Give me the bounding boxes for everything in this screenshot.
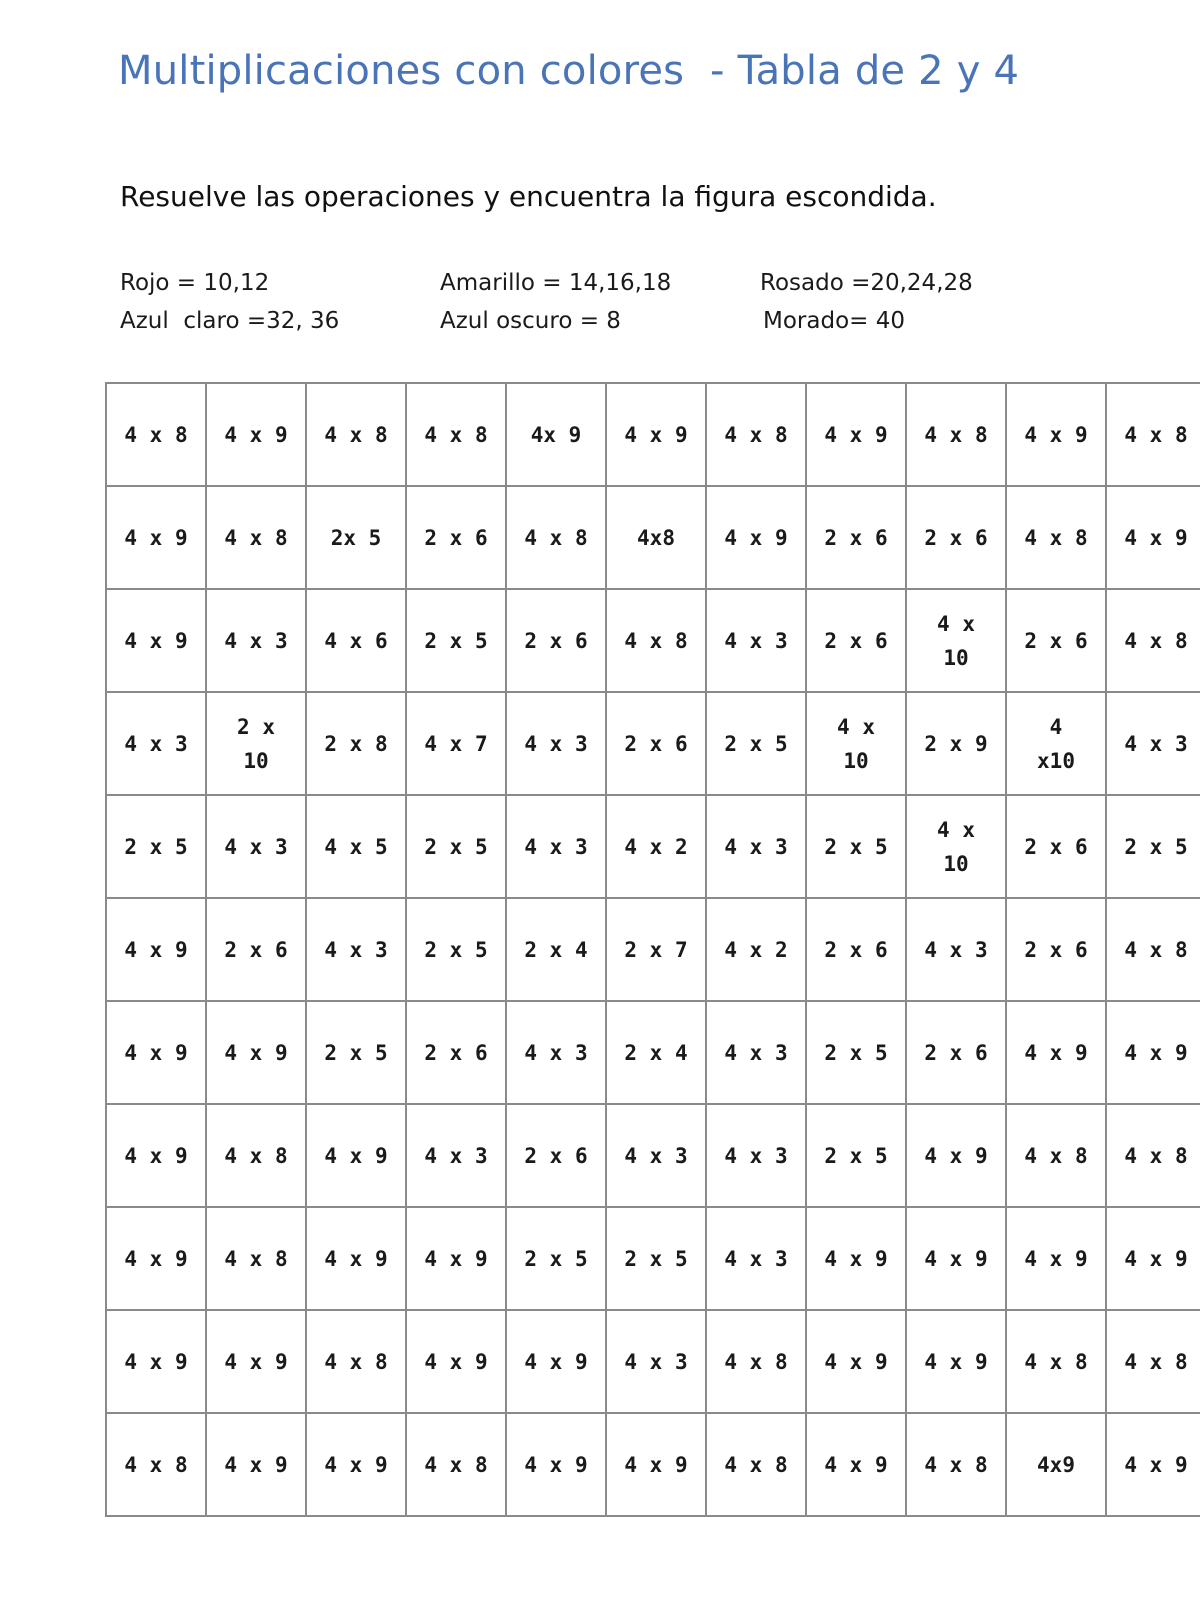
- grid-cell[interactable]: 4 x 3: [306, 898, 406, 1001]
- grid-cell[interactable]: 4 x 9: [306, 1207, 406, 1310]
- grid-cell[interactable]: 4 x 9: [206, 383, 306, 486]
- grid-row: [106, 795, 1200, 898]
- grid-cell[interactable]: 4 x 9: [206, 1413, 306, 1516]
- grid-cell[interactable]: 4 x 2: [706, 898, 806, 1001]
- grid-cell[interactable]: 4x8: [606, 486, 706, 589]
- grid-cell[interactable]: 2 x 6: [406, 1001, 506, 1104]
- grid-cell[interactable]: 4 x 10: [906, 589, 1006, 692]
- grid-cell[interactable]: 4 x 8: [1006, 486, 1106, 589]
- grid-cell[interactable]: 2 x 4: [506, 898, 606, 1001]
- grid-cell[interactable]: 4 x 8: [506, 486, 606, 589]
- grid-cell[interactable]: 4 x 8: [906, 1413, 1006, 1516]
- color-legend: [120, 270, 1060, 350]
- grid-cell[interactable]: 4 x 9: [306, 1413, 406, 1516]
- instruction-text: Resuelve las operaciones y encuentra la figura escondida.: [120, 180, 937, 213]
- grid-cell[interactable]: 2 x 6: [206, 898, 306, 1001]
- grid-cell[interactable]: 4 x 9: [106, 898, 206, 1001]
- legend-item-azul-claro: Azul claro =32, 36: [120, 308, 340, 334]
- grid-cell[interactable]: 2 x 6: [506, 1104, 606, 1207]
- grid-cell[interactable]: 2 x 5: [306, 1001, 406, 1104]
- grid-cell[interactable]: 2 x 6: [906, 486, 1006, 589]
- grid-row: [106, 692, 1200, 795]
- grid-cell[interactable]: 4 x 8: [206, 1207, 306, 1310]
- grid-cell[interactable]: 4 x 8: [406, 1413, 506, 1516]
- grid-cell[interactable]: 4 x 10: [806, 692, 906, 795]
- grid-cell[interactable]: 2 x 6: [1006, 898, 1106, 1001]
- grid-cell[interactable]: 4 x 3: [506, 1001, 606, 1104]
- grid-cell[interactable]: 4 x 9: [806, 1413, 906, 1516]
- grid-cell[interactable]: 4 x 9: [906, 1104, 1006, 1207]
- grid-cell[interactable]: 4 x 8: [206, 486, 306, 589]
- grid-cell[interactable]: 2 x 5: [606, 1207, 706, 1310]
- grid-cell[interactable]: 4 x 8: [1006, 1104, 1106, 1207]
- grid-cell[interactable]: 4 x 9: [1106, 486, 1200, 589]
- grid-row: [106, 1104, 1200, 1207]
- grid-cell[interactable]: 4 x 8: [706, 1310, 806, 1413]
- grid-cell[interactable]: 2 x 9: [906, 692, 1006, 795]
- grid-cell[interactable]: 4 x 5: [306, 795, 406, 898]
- grid-cell[interactable]: 2 x 6: [406, 486, 506, 589]
- grid-row: [106, 486, 1200, 589]
- grid-cell[interactable]: 4 x 8: [106, 383, 206, 486]
- grid-cell[interactable]: 4 x 3: [206, 795, 306, 898]
- legend-item-rosado: Rosado =20,24,28: [760, 270, 973, 296]
- grid-cell[interactable]: 4 x 9: [306, 1104, 406, 1207]
- grid-cell[interactable]: 4 x 8: [906, 383, 1006, 486]
- grid-cell[interactable]: 2 x 6: [1006, 589, 1106, 692]
- grid-cell[interactable]: 4 x 3: [506, 795, 606, 898]
- grid-cell[interactable]: 4 x 9: [506, 1413, 606, 1516]
- grid-cell[interactable]: 4 x 9: [1106, 1413, 1200, 1516]
- grid-cell[interactable]: 4 x 3: [406, 1104, 506, 1207]
- grid-cell[interactable]: 2 x 6: [806, 589, 906, 692]
- grid-cell[interactable]: 4 x 3: [106, 692, 206, 795]
- grid-cell[interactable]: 4 x 8: [1006, 1310, 1106, 1413]
- grid-cell[interactable]: 4 x 9: [906, 1310, 1006, 1413]
- grid-cell[interactable]: 2 x 6: [806, 898, 906, 1001]
- grid-row: [106, 383, 1200, 486]
- grid-cell[interactable]: 4 x 9: [1106, 1207, 1200, 1310]
- grid-cell[interactable]: 4 x 7: [406, 692, 506, 795]
- grid-cell[interactable]: 4x 9: [506, 383, 606, 486]
- grid-cell[interactable]: 4 x 3: [706, 1104, 806, 1207]
- grid-cell[interactable]: 2 x 6: [1006, 795, 1106, 898]
- grid-row: [106, 898, 1200, 1001]
- grid-cell[interactable]: 2 x 5: [1106, 795, 1200, 898]
- grid-cell[interactable]: 4 x 9: [106, 1001, 206, 1104]
- legend-item-morado: Morado= 40: [763, 308, 905, 334]
- grid-cell[interactable]: 2 x 5: [506, 1207, 606, 1310]
- legend-item-azul-oscuro: Azul oscuro = 8: [440, 308, 621, 334]
- grid-cell[interactable]: 4 x 9: [406, 1207, 506, 1310]
- grid-cell[interactable]: 2 x 10: [206, 692, 306, 795]
- grid-cell[interactable]: 4 x 6: [306, 589, 406, 692]
- grid-cell[interactable]: 4 x 3: [706, 1001, 806, 1104]
- grid-cell[interactable]: 4 x 10: [906, 795, 1006, 898]
- grid-row: [106, 1001, 1200, 1104]
- grid-cell[interactable]: 4 x 9: [1006, 1207, 1106, 1310]
- grid-cell[interactable]: 2 x 5: [406, 795, 506, 898]
- grid-cell[interactable]: 4 x 3: [606, 1310, 706, 1413]
- grid-cell[interactable]: 4 x 9: [806, 383, 906, 486]
- grid-cell[interactable]: 4 x 9: [1006, 383, 1106, 486]
- grid-cell[interactable]: 4 x 9: [506, 1310, 606, 1413]
- grid-cell[interactable]: 2 x 8: [306, 692, 406, 795]
- grid-cell[interactable]: 4 x 8: [406, 383, 506, 486]
- grid-cell[interactable]: 4 x 3: [606, 1104, 706, 1207]
- grid-cell[interactable]: 4 x 8: [706, 1413, 806, 1516]
- grid-cell[interactable]: 4 x 8: [106, 1413, 206, 1516]
- grid-cell[interactable]: 4 x10: [1006, 692, 1106, 795]
- grid-cell[interactable]: 4 x 9: [906, 1207, 1006, 1310]
- grid-cell[interactable]: 2 x 6: [606, 692, 706, 795]
- grid-cell[interactable]: 4 x 3: [706, 589, 806, 692]
- grid-cell[interactable]: 2x 5: [306, 486, 406, 589]
- grid-cell[interactable]: 4 x 9: [706, 486, 806, 589]
- grid-cell[interactable]: 4 x 9: [606, 383, 706, 486]
- grid-cell[interactable]: 4 x 8: [1106, 1310, 1200, 1413]
- grid-cell[interactable]: 4 x 8: [606, 589, 706, 692]
- grid-row: [106, 1207, 1200, 1310]
- grid-cell[interactable]: 4 x 8: [306, 1310, 406, 1413]
- grid-cell[interactable]: 4 x 9: [106, 1310, 206, 1413]
- grid-cell[interactable]: 4 x 3: [706, 1207, 806, 1310]
- grid-cell[interactable]: 4 x 9: [106, 1207, 206, 1310]
- grid-cell[interactable]: 2 x 5: [706, 692, 806, 795]
- grid-cell[interactable]: 2 x 5: [806, 795, 906, 898]
- page-title: Multiplicaciones con colores - Tabla de 2 y 4: [118, 48, 1020, 94]
- multiplication-grid: [105, 382, 1200, 1517]
- grid-cell[interactable]: 2 x 7: [606, 898, 706, 1001]
- grid-cell[interactable]: 4x9: [1006, 1413, 1106, 1516]
- legend-item-amarillo: Amarillo = 14,16,18: [440, 270, 672, 296]
- grid-cell[interactable]: 4 x 8: [1106, 383, 1200, 486]
- grid-cell[interactable]: 2 x 4: [606, 1001, 706, 1104]
- grid-cell[interactable]: 4 x 8: [1106, 589, 1200, 692]
- grid-cell[interactable]: 2 x 5: [406, 898, 506, 1001]
- grid-cell[interactable]: 2 x 5: [106, 795, 206, 898]
- grid-row: [106, 1310, 1200, 1413]
- grid-cell[interactable]: 4 x 9: [606, 1413, 706, 1516]
- grid-cell[interactable]: 2 x 5: [806, 1001, 906, 1104]
- grid-cell[interactable]: 4 x 9: [1006, 1001, 1106, 1104]
- grid-cell[interactable]: 4 x 3: [906, 898, 1006, 1001]
- grid-cell[interactable]: 4 x 8: [206, 1104, 306, 1207]
- grid-cell[interactable]: 4 x 2: [606, 795, 706, 898]
- grid-cell[interactable]: 4 x 9: [206, 1001, 306, 1104]
- grid-cell[interactable]: 4 x 3: [506, 692, 606, 795]
- grid-cell[interactable]: 4 x 9: [106, 486, 206, 589]
- grid-cell[interactable]: 4 x 3: [1106, 692, 1200, 795]
- grid-cell[interactable]: 4 x 9: [806, 1207, 906, 1310]
- legend-item-rojo: Rojo = 10,12: [120, 270, 270, 296]
- grid-cell[interactable]: 4 x 3: [206, 589, 306, 692]
- grid-cell[interactable]: 4 x 9: [806, 1310, 906, 1413]
- grid-cell[interactable]: 2 x 6: [506, 589, 606, 692]
- grid-cell[interactable]: 4 x 8: [306, 383, 406, 486]
- grid-cell[interactable]: 2 x 5: [406, 589, 506, 692]
- grid-cell[interactable]: 4 x 9: [1106, 1001, 1200, 1104]
- grid-row: [106, 589, 1200, 692]
- grid-cell[interactable]: 4 x 8: [1106, 1104, 1200, 1207]
- grid-cell[interactable]: 4 x 3: [706, 795, 806, 898]
- grid-cell[interactable]: 4 x 9: [106, 589, 206, 692]
- grid-cell[interactable]: 2 x 6: [906, 1001, 1006, 1104]
- grid-cell[interactable]: 2 x 6: [806, 486, 906, 589]
- grid-cell[interactable]: 4 x 9: [406, 1310, 506, 1413]
- grid-cell[interactable]: 4 x 9: [106, 1104, 206, 1207]
- grid-cell[interactable]: 4 x 9: [206, 1310, 306, 1413]
- grid-row: [106, 1413, 1200, 1516]
- grid-cell[interactable]: 4 x 8: [1106, 898, 1200, 1001]
- grid-cell[interactable]: 4 x 8: [706, 383, 806, 486]
- grid-cell[interactable]: 2 x 5: [806, 1104, 906, 1207]
